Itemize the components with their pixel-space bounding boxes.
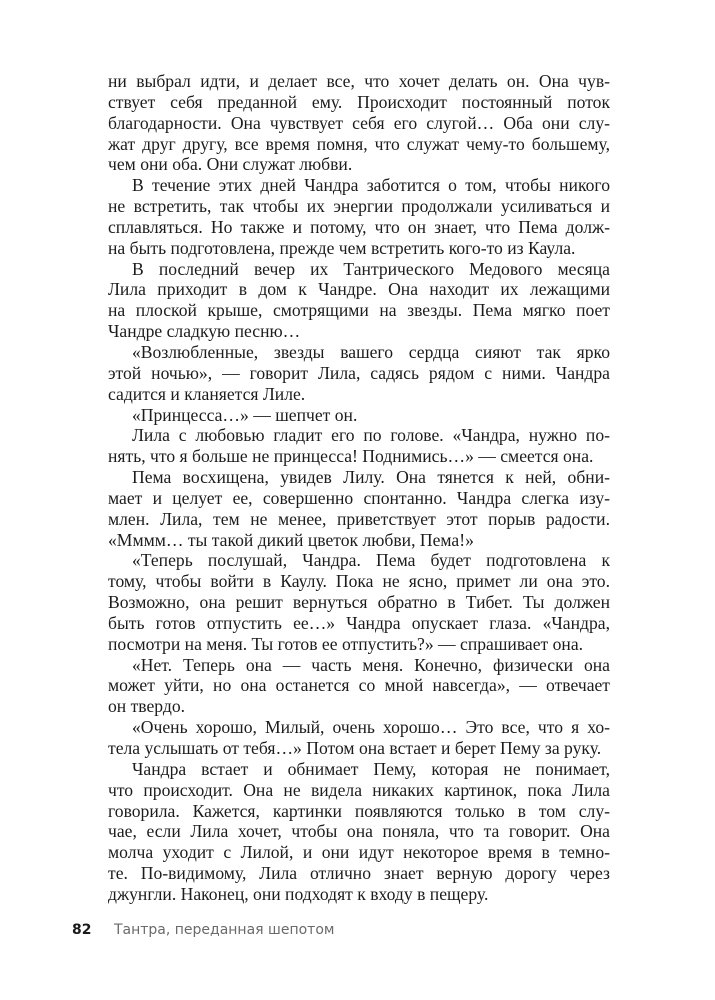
text-line: «Мммм… ты такой дикий цветок любви, Пема!» — [108, 529, 474, 550]
text-line: В последний вечер их Тантрического Медового месяца — [132, 258, 610, 279]
text-line: молча уходит с Лилой, и они идут некоторое время в темно- — [108, 842, 610, 863]
text-line: нять, что я больше не принцесса! Поднимись…» — смеется она. — [108, 446, 594, 467]
text-line: Чандре сладкую песню… — [108, 321, 301, 342]
text-line: этой ночью», — говорит Лила, садясь рядом с ними. Чандра — [108, 362, 610, 383]
text-line: он твердо. — [108, 696, 186, 717]
text-line: млен. Лила, тем не менее, приветствует этот порыв радости. — [108, 508, 610, 529]
running-title: Тантра, переданная шепотом — [113, 922, 335, 938]
text-line: Чандра встает и обнимает Пему, которая не понимает, — [132, 758, 610, 779]
text-line: садится и кланяется Лиле. — [108, 383, 306, 404]
text-line: В течение этих дней Чандра заботится о том, чтобы никого — [132, 175, 610, 196]
page-number: 82 — [72, 922, 92, 938]
text-line: благодарности. Она чувствует себя его слугой… Оба они слу- — [108, 112, 610, 133]
text-line: чае, если Лила хочет, чтобы она поняла, что та говорит. Она — [108, 821, 610, 842]
text-line: на плоской крыше, смотрящими на звезды. Пема мягко поет — [108, 300, 610, 321]
text-line: «Теперь послушай, Чандра. Пема будет подготовлена к — [132, 550, 610, 571]
text-line: чем они оба. Они служат любви. — [108, 154, 353, 175]
page-footer — [72, 922, 334, 938]
body-text — [108, 71, 610, 905]
text-line: Лила с любовью гладит его по голове. «Чандра, нужно по- — [132, 425, 610, 446]
text-line: ни выбрал идти, и делает все, что хочет делать он. Она чув- — [108, 71, 610, 91]
text-line: тела услышать от тебя…» Потом она встает и берет Пему за руку. — [108, 738, 602, 758]
text-line: Пема восхищена, увидев Лилу. Она тянется к ней, обни- — [132, 467, 610, 488]
text-line: говорила. Кажется, картинки появляются только в том слу- — [108, 800, 610, 821]
text-line: не встретить, так чтобы их энергии продолжали усиливаться и — [108, 196, 610, 217]
text-line: сплавляться. Но также и потому, что он знает, что Пема долж- — [108, 216, 610, 237]
text-line: жат друг другу, все время помня, что служат чему-то большему, — [108, 133, 610, 154]
text-line: Лила приходит в дом к Чандре. Она находит их лежащими — [108, 279, 610, 300]
text-line: «Принцесса…» — шепчет он. — [132, 404, 358, 425]
text-line: те. По-видимому, Лила отлично знает верную дорогу через — [108, 863, 610, 884]
text-line: что происходит. Она не видела никаких картинок, пока Лила — [108, 779, 610, 800]
text-line: «Возлюбленные, звезды вашего сердца сияют так ярко — [132, 341, 610, 362]
text-line: может уйти, но она останется со мной навсегда», — отвечает — [108, 675, 610, 696]
text-line: «Нет. Теперь она — часть меня. Конечно, физически она — [132, 654, 610, 675]
text-line: мает и целует ее, совершенно спонтанно. Чандра слегка изу- — [108, 487, 610, 508]
text-line: посмотри на меня. Ты готов ее отпустить?» — спрашивает она. — [108, 633, 584, 654]
text-line: Возможно, она решит вернуться обратно в Тибет. Ты должен — [108, 592, 610, 613]
text-line: «Очень хорошо, Милый, очень хорошо… Это все, что я хо- — [132, 717, 610, 738]
text-line: на быть подготовлена, прежде чем встретить кого-то из Каула. — [108, 237, 576, 258]
text-line: тому, чтобы войти в Каулу. Пока не ясно, примет ли она это. — [108, 571, 610, 592]
text-line: быть готов отпустить ее…» Чандра опускает глаза. «Чандра, — [108, 612, 610, 633]
text-line: джунгли. Наконец, они подходят к входу в пещеру. — [108, 883, 489, 904]
text-line: ствует себя преданной ему. Происходит постоянный поток — [108, 91, 610, 112]
